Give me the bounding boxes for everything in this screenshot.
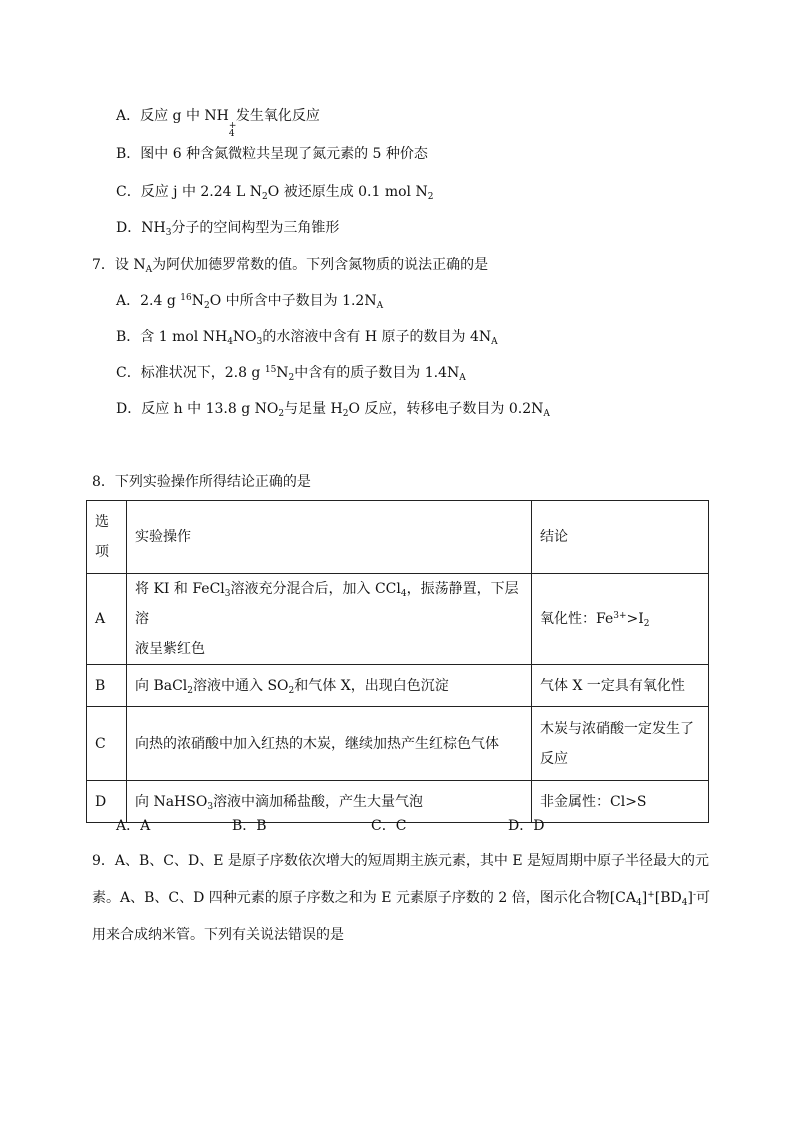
q9-line-1: 9．A、B、C、D、E 是原子序数依次增大的短周期主族元素，其中 E 是短周期中原子半径最大的元 bbox=[92, 853, 710, 869]
q9-line-2: 素。A、B、C、D 四种元素的原子序数之和为 E 元素原子序数的 2 倍，图示化合物$[CA_4]^+[BD_4]^-$可 bbox=[92, 890, 710, 908]
row-conclusion: 非金属性：Cl>S bbox=[532, 781, 709, 823]
row-label: A bbox=[87, 574, 127, 665]
table-row bbox=[87, 665, 709, 707]
table-row bbox=[87, 707, 709, 781]
table-header-row bbox=[87, 501, 709, 574]
q7-option-c: C．标准状况下，2.8 g $^{15}N_2$中含有的质子数目为 $1.4N_A$ bbox=[116, 365, 466, 383]
row-conclusion: 木炭与浓硝酸一定发生了 反应 bbox=[532, 707, 709, 781]
row-label: D bbox=[87, 781, 127, 823]
row-operation: 向热的浓硝酸中加入红热的木炭，继续加热产生红棕色气体 bbox=[127, 707, 532, 781]
q7-option-d: D．反应 h 中 13.8 g $NO_2$与足量 $H_2O$ 反应，转移电子数目为 $0.2N_A$ bbox=[116, 401, 550, 419]
q8-choices bbox=[116, 815, 616, 835]
q7-stem: 7．设 $N_A$为阿伏加德罗常数的值。下列含氮物质的说法正确的是 bbox=[92, 257, 489, 275]
q8-stem: 8．下列实验操作所得结论正确的是 bbox=[92, 474, 311, 490]
q9-line-3: 用来合成纳米管。下列有关说法错误的是 bbox=[92, 927, 344, 943]
header-option-cell: 选 项 bbox=[87, 501, 127, 574]
header-operation-cell: 实验操作 bbox=[127, 501, 532, 574]
row-label: C bbox=[87, 707, 127, 781]
q6-option-c: C．反应 j 中 2.24 L $N_2O$ 被还原生成 0.1 mol $N_2$ bbox=[116, 184, 434, 202]
experiment-table bbox=[86, 500, 709, 823]
choice-c: C．C bbox=[371, 818, 407, 834]
choice-a: A．A bbox=[116, 818, 151, 834]
q6-option-b: B．图中 6 种含氮微粒共呈现了氮元素的 5 种价态 bbox=[116, 146, 428, 162]
row-operation: 将 KI 和 FeCl$_3$溶液充分混合后，加入 CCl$_4$，振荡静置，下层溶 液呈紫红色 bbox=[127, 574, 532, 665]
row-label: B bbox=[87, 665, 127, 707]
q6-option-a: A．反应 g 中 NH + 4 发生氧化反应 bbox=[116, 108, 320, 139]
row-conclusion: 气体 X 一定具有氧化性 bbox=[532, 665, 709, 707]
q7-option-a: A．2.4 g $^{16}N_2O$ 中所含中子数目为 $1.2N_A$ bbox=[116, 293, 384, 311]
row-conclusion: 氧化性：$Fe^{3+}>I_2$ bbox=[532, 574, 709, 665]
row-operation: 向 BaCl$_2$溶液中通入 $SO_2$和气体 X，出现白色沉淀 bbox=[127, 665, 532, 707]
header-conclusion-cell: 结论 bbox=[532, 501, 709, 574]
choice-b: B．B bbox=[232, 818, 267, 834]
table-row bbox=[87, 574, 709, 665]
q6-option-d: D．$NH_3$分子的空间构型为三角锥形 bbox=[116, 220, 340, 238]
q7-option-b: B．含 1 mol $NH_4NO_3$的水溶液中含有 H 原子的数目为 $4N_A$ bbox=[116, 329, 498, 347]
row-operation: 向 NaHSO$_3$溶液中滴加稀盐酸，产生大量气泡 bbox=[127, 781, 532, 823]
choice-d: D．D bbox=[508, 818, 545, 834]
